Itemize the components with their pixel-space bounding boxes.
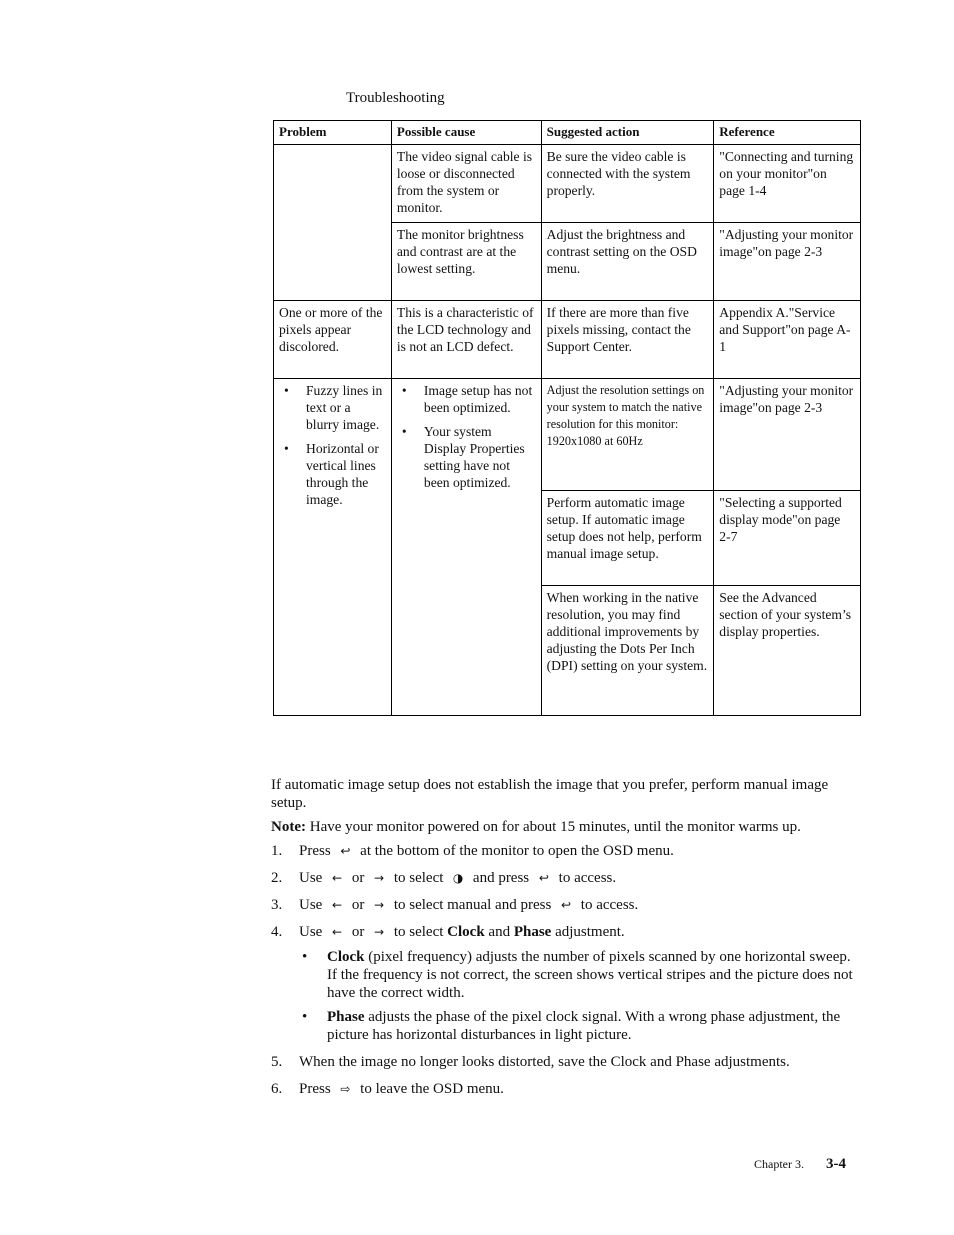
table-row — [274, 145, 861, 223]
list-item: • Fuzzy lines in text or a blurry image. — [306, 382, 386, 433]
step-text: to leave the OSD menu. — [356, 1081, 504, 1097]
column-header: Problem — [274, 121, 392, 145]
problem-list — [279, 382, 386, 508]
action-cell: Be sure the video cable is connected with the system properly. — [541, 145, 714, 223]
cause-cell: The video signal cable is loose or disconnected from the system or monitor. — [391, 145, 541, 223]
step-text: and press — [469, 870, 533, 886]
step-item — [271, 1053, 863, 1071]
adjustment-bullets — [299, 948, 863, 1044]
step-text: at the bottom of the monitor to open the OSD menu. — [356, 843, 674, 859]
phase-term: Phase — [513, 924, 552, 940]
step-text: to access. — [577, 897, 639, 913]
exit-icon: ⇨ — [340, 1082, 351, 1096]
step-text: Use — [299, 924, 327, 940]
step-text: to select — [390, 870, 448, 886]
list-item: • Horizontal or vertical lines through the image. — [306, 440, 386, 508]
step-text: adjustment. — [551, 924, 625, 940]
column-header: Reference — [714, 121, 861, 145]
enter-icon: ↩ — [538, 871, 549, 885]
action-cell: Adjust the brightness and contrast setting on the OSD menu. — [541, 223, 714, 301]
bullet-text: adjusts the phase of the pixel clock signal. With a wrong phase adjustment, the picture has horizontal disturbances in light picture. — [327, 1009, 841, 1043]
steps-list — [271, 842, 863, 1098]
step-text: to select — [390, 924, 448, 940]
clock-term: Clock — [447, 924, 485, 940]
problem-cell — [274, 379, 392, 716]
step-text: or — [348, 897, 369, 913]
reference-cell: See the Advanced section of your system’s display properties. — [714, 586, 861, 716]
step-number: 3. — [271, 897, 283, 913]
step-number: 2. — [271, 870, 283, 886]
reference-cell: "Adjusting your monitor image"on page 2-3 — [714, 223, 861, 301]
step-text: or — [348, 924, 369, 940]
step-text: Press — [299, 843, 335, 859]
bullet-text: (pixel frequency) adjusts the number of pixels scanned by one horizontal sweep. If the frequency is not correct, the screen shows vertical stripes and the picture does not have the correct width. — [327, 949, 853, 1001]
reference-cell: "Adjusting your monitor image"on page 2-3 — [714, 379, 861, 491]
step-text: Press — [299, 1081, 335, 1097]
step-number: 1. — [271, 843, 283, 859]
intro-paragraph: If automatic image setup does not establish the image that you prefer, perform manual image setup. — [271, 777, 829, 811]
list-item — [327, 948, 863, 1002]
page-header: Troubleshooting — [346, 90, 445, 106]
image-setup-icon: ◑ — [452, 871, 464, 885]
enter-icon: ↩ — [561, 898, 572, 912]
right-arrow-icon: → — [374, 925, 385, 939]
step-item — [271, 896, 863, 914]
note-label: Note: — [271, 819, 306, 835]
step-text: or — [348, 870, 369, 886]
cause-list — [397, 382, 536, 491]
table-row — [274, 379, 861, 491]
column-header: Suggested action — [541, 121, 714, 145]
action-cell: Adjust the resolution settings on your system to match the native resolution for this monitor: 1920x1080 at 60Hz — [541, 379, 714, 491]
cause-cell: This is a characteristic of the LCD technology and is not an LCD defect. — [391, 301, 541, 379]
step-item — [271, 923, 863, 1044]
step-text: to access. — [554, 870, 617, 886]
bullet-term: Clock — [327, 949, 365, 965]
left-arrow-icon: ← — [332, 871, 343, 885]
step-text: and — [484, 924, 514, 940]
right-arrow-icon: → — [374, 871, 385, 885]
chapter-label: Chapter 3. — [754, 1157, 804, 1171]
troubleshooting-table — [273, 120, 861, 716]
step-number: 5. — [271, 1054, 283, 1070]
action-cell: When working in the native resolution, you may find additional improvements by adjusting the Dots Per Inch (DPI) setting on your system. — [541, 586, 714, 716]
page-footer — [754, 1156, 846, 1173]
reference-cell: "Connecting and turning on your monitor"on page 1-4 — [714, 145, 861, 223]
enter-icon: ↩ — [340, 844, 351, 858]
reference-cell: Appendix A."Service and Support"on page A-1 — [714, 301, 861, 379]
reference-cell: "Selecting a supported display mode"on page 2-7 — [714, 491, 861, 586]
left-arrow-icon: ← — [332, 925, 343, 939]
manual-setup-section — [271, 776, 863, 1107]
list-item: • Image setup has not been optimized. — [424, 382, 536, 416]
bullet-term: Phase — [327, 1009, 365, 1025]
right-arrow-icon: → — [374, 898, 385, 912]
note-paragraph — [271, 818, 863, 836]
step-item — [271, 1080, 863, 1098]
column-header: Possible cause — [391, 121, 541, 145]
step-text: to select manual and press — [390, 897, 556, 913]
step-item — [271, 869, 863, 887]
step-text: Use — [299, 897, 327, 913]
table-row — [274, 301, 861, 379]
step-text: Use — [299, 870, 327, 886]
step-number: 4. — [271, 924, 283, 940]
step-text: When the image no longer looks distorted, save the Clock and Phase adjustments. — [299, 1054, 790, 1070]
cause-cell — [391, 379, 541, 716]
problem-cell — [274, 145, 392, 301]
problem-cell: One or more of the pixels appear discolored. — [274, 301, 392, 379]
step-number: 6. — [271, 1081, 283, 1097]
list-item: • Your system Display Properties setting have not been optimized. — [424, 423, 536, 491]
page-number: 3-4 — [826, 1156, 846, 1172]
action-cell: Perform automatic image setup. If automatic image setup does not help, perform manual image setup. — [541, 491, 714, 586]
cause-cell: The monitor brightness and contrast are at the lowest setting. — [391, 223, 541, 301]
list-item — [327, 1008, 863, 1044]
note-text: Have your monitor powered on for about 15 minutes, until the monitor warms up. — [305, 819, 801, 835]
action-cell: If there are more than five pixels missing, contact the Support Center. — [541, 301, 714, 379]
step-item — [271, 842, 863, 860]
table-header-row — [274, 121, 861, 145]
left-arrow-icon: ← — [332, 898, 343, 912]
